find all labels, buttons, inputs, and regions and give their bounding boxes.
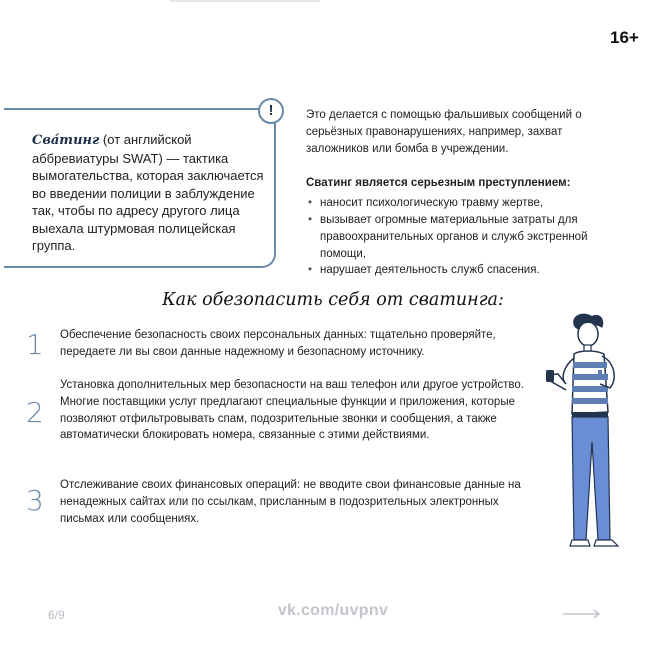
step-number-2: 2 (26, 396, 44, 429)
person-with-phone-illustration (540, 312, 640, 552)
arrow-right-icon[interactable] (562, 608, 602, 620)
step-text-3: Отслеживание своих финансовых операций: не вводите свои финансовые данные на ненадежных сайтах или по ссылкам, присланным в подозрительных электронных письмах или сообщениях. (60, 479, 521, 525)
list-item: • нарушает деятельность служб спасения. (306, 262, 626, 279)
footer-link[interactable]: vk.com/uvpnv (277, 602, 389, 619)
age-rating: 16+ (610, 28, 639, 47)
crime-title: Сватинг является серьезным преступлением: (306, 177, 571, 190)
step-number-3: 3 (26, 484, 44, 517)
page-number: 6/9 (48, 608, 65, 622)
consequence-list (306, 195, 626, 279)
list-item: • наносит психологическую травму жертве, (306, 195, 626, 212)
definition-text (32, 131, 270, 255)
step-text-1: Обеспечение безопасность своих персональных данных: тщательно проверяйте, передаете ли вы свои данные надежному и безопасному источнику. (60, 329, 496, 358)
list-item: • вызывает огромные материальные затраты для правоохранительных органов и служб экстренной помощи, (306, 212, 626, 262)
top-divider (170, 0, 320, 2)
definition-body: (от английской аббревиатуры SWAT) — тактика вымогательства, которая заключается во введении полиции в заблуждение так, чтобы по адресу другого лица выехала штурмовая полицейская группа. (32, 132, 264, 253)
exclamation-circle-icon: ! (258, 98, 284, 124)
info-lead: Это делается с помощью фальшивых сообщений о серьёзных правонарушениях, например, захват заложников или бомба в учреждении. (306, 109, 582, 155)
section-headline: Как обезопасить себя от сватинга: (162, 290, 504, 310)
definition-term: Сва́тинг (32, 133, 100, 148)
step-number-1: 1 (26, 328, 44, 361)
step-text-2: Установка дополнительных мер безопасности на ваш телефон или другое устройство. Многие поставщики услуг предлагают специальные функции и приложения, которые позволяют отфильтровывать спам, подозрительные звонки и сообщения, а также автоматически блокировать номера, связанные с этими действиями. (60, 379, 524, 442)
info-block (306, 107, 626, 279)
